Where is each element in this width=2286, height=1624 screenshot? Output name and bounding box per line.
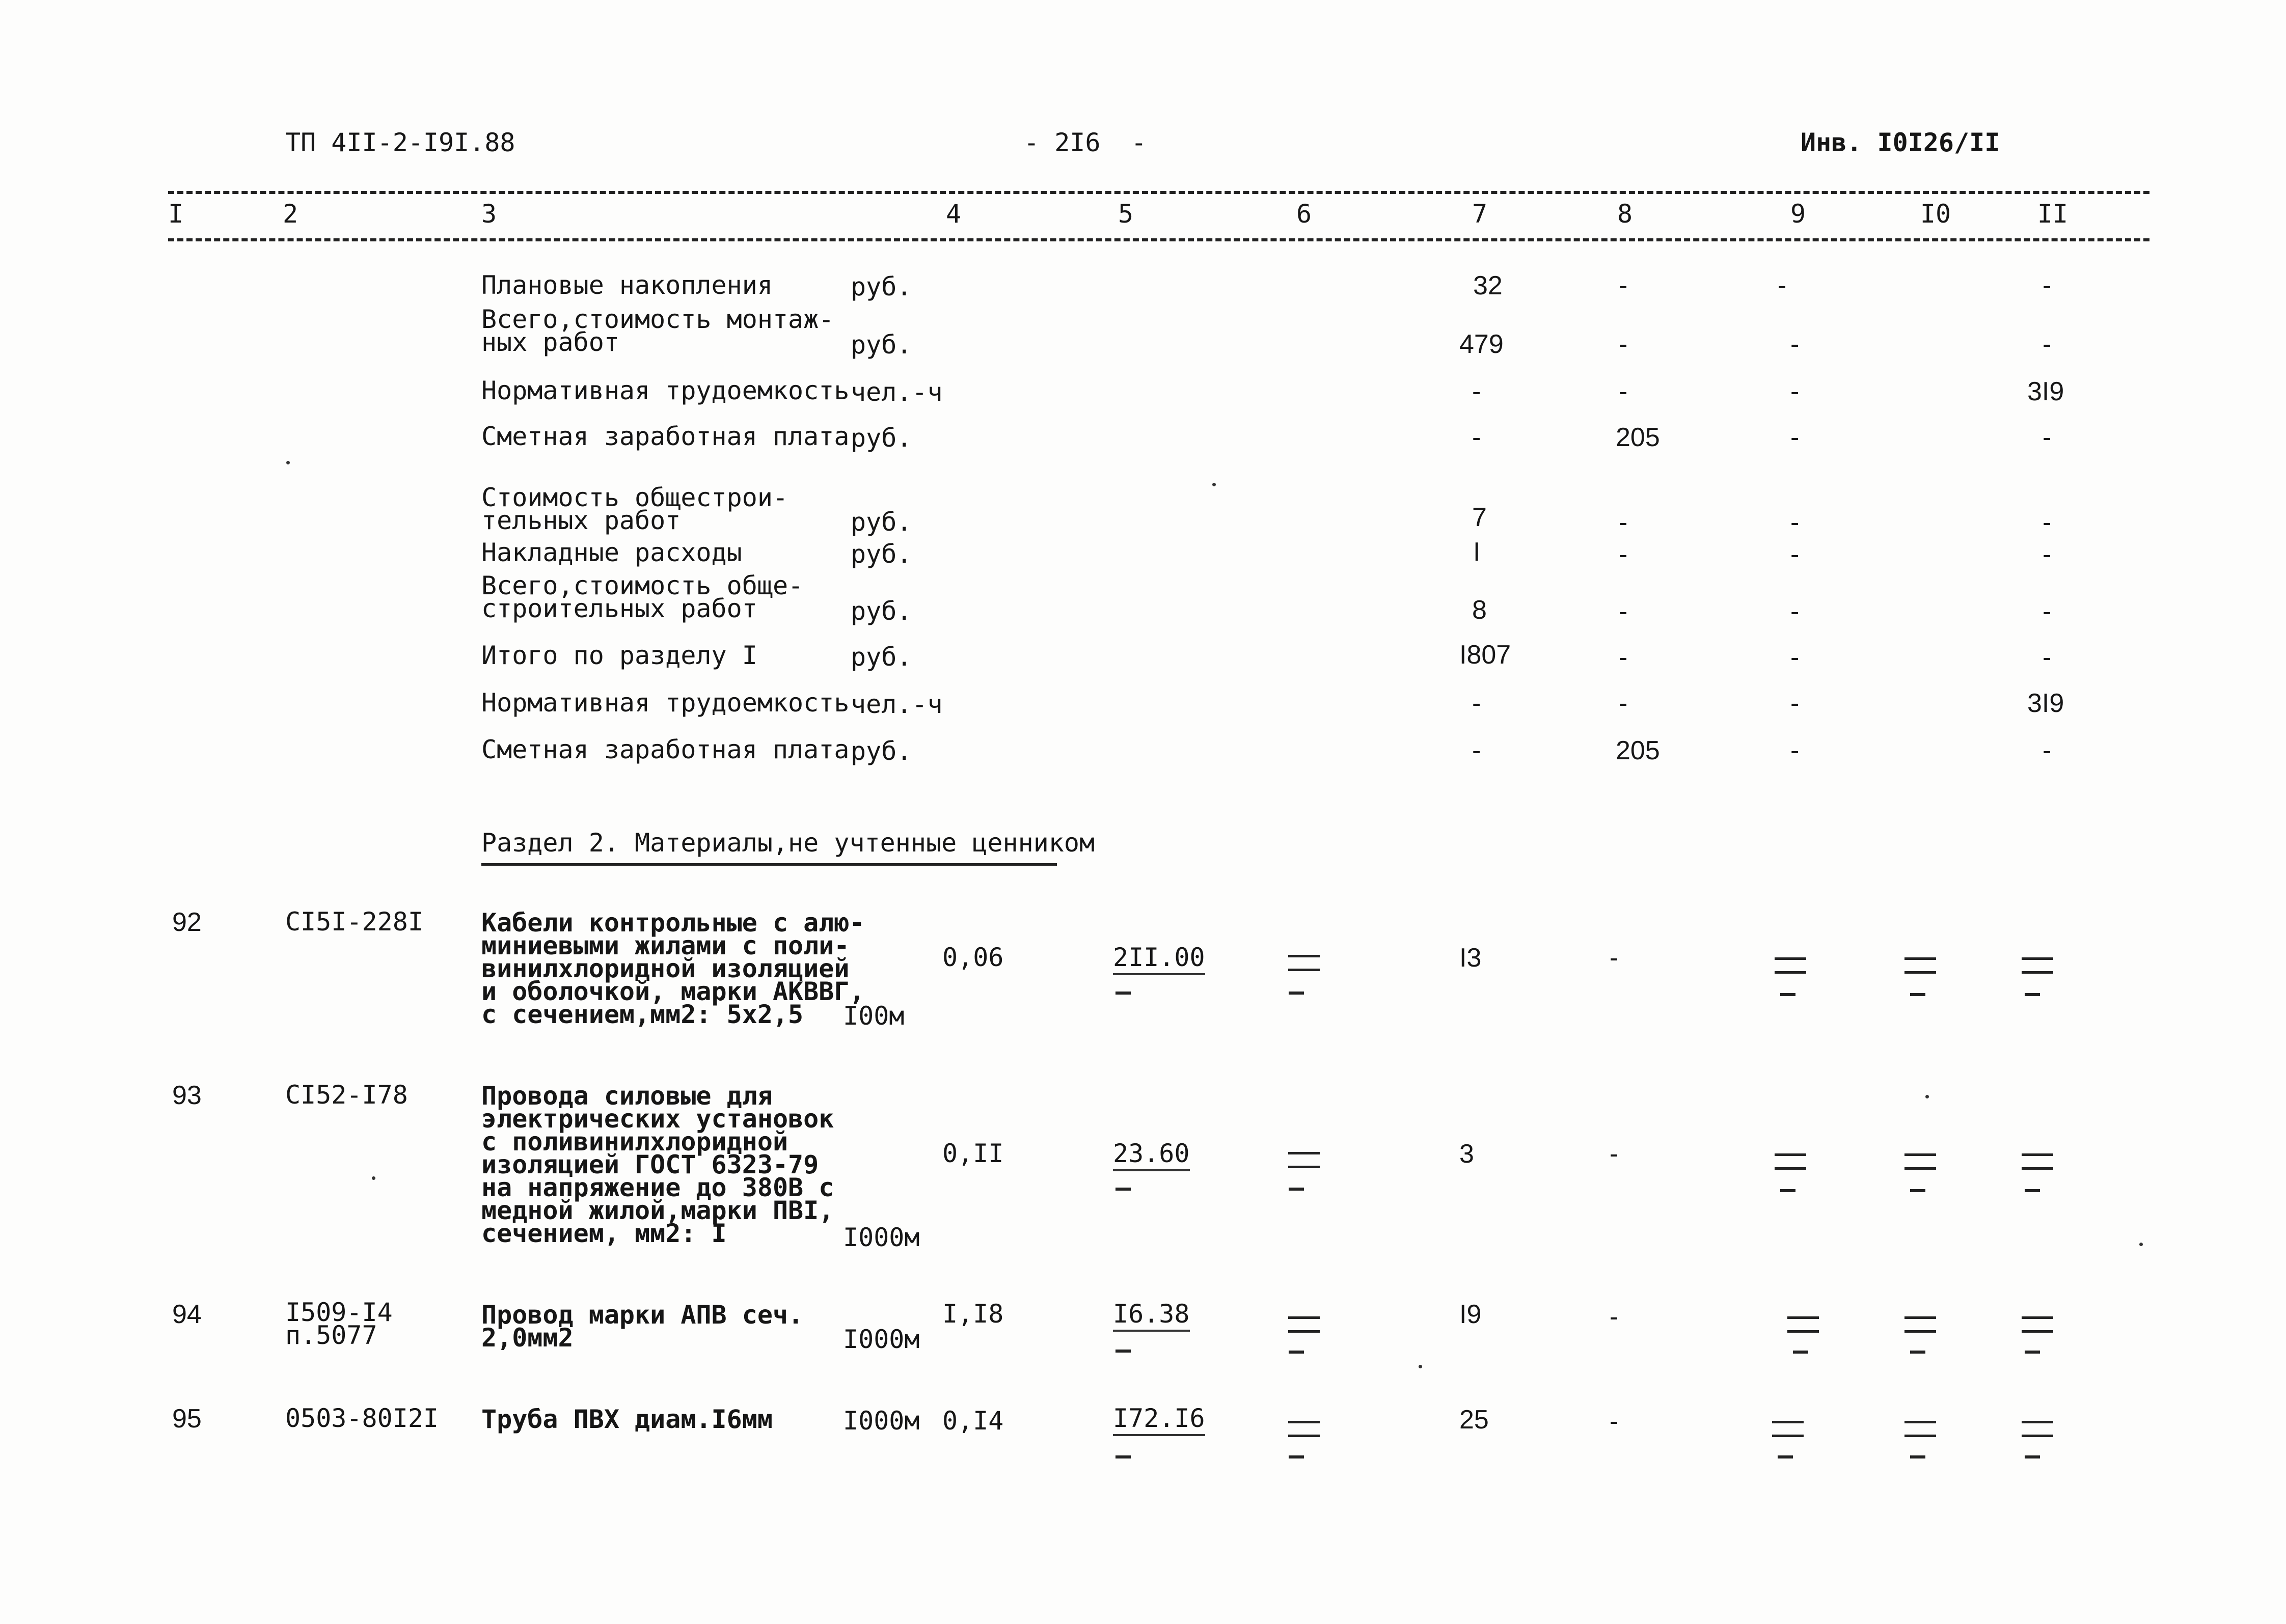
blank-sub-dash: [1289, 992, 1304, 995]
blank-sub-dash: [1910, 993, 1925, 996]
item-code: 0503-80I2I: [285, 1403, 439, 1433]
blank-sub-dash: [2025, 1189, 2040, 1192]
value-col9: -: [1790, 643, 1800, 672]
item-price: [1113, 945, 1205, 970]
value-col7: -: [1472, 689, 1481, 718]
row-label: Итого по разделу I: [481, 641, 757, 670]
value-col7: I807: [1459, 640, 1511, 670]
price-sub-dash: [1115, 992, 1131, 995]
value-col11: 3I9: [2027, 689, 2064, 718]
value-col8: -: [1619, 643, 1628, 672]
column-header: 7: [1472, 199, 1488, 229]
row-label: Плановые накопления: [481, 270, 773, 300]
value-col9: -: [1778, 271, 1787, 300]
column-header: II: [2037, 199, 2069, 229]
row-label: Нормативная трудоемкость: [481, 376, 850, 405]
item-number: 92: [172, 907, 202, 937]
item-description: Кабели контрольные с алю- миниевыми жилами с поли- винилхлоридной изоляцией и оболочкой, марки АКВВГ, с сечением,мм2: 5х2,5: [481, 908, 865, 1029]
value-col9: -: [1790, 377, 1800, 406]
column-header: 3: [481, 199, 497, 229]
value-col8: -: [1619, 689, 1628, 718]
value-col11: -: [2043, 540, 2052, 569]
value-col9: -: [1790, 329, 1800, 359]
item-price-value: 2II.00: [1113, 943, 1205, 975]
value-col9: -: [1790, 423, 1800, 452]
item-code: CI5I-228I: [285, 907, 423, 937]
value-col8: -: [1610, 943, 1619, 973]
column-header: 9: [1790, 199, 1806, 229]
blank-mark: [1288, 1152, 1320, 1168]
column-header: 4: [945, 199, 962, 229]
item-number: 95: [172, 1404, 202, 1434]
item-unit: I000м: [843, 1406, 920, 1436]
blank-sub-dash: [1793, 1351, 1808, 1354]
section-heading: Раздел 2. Материалы,не учтенные ценником: [481, 828, 1095, 858]
blank-sub-dash: [1780, 1189, 1795, 1192]
blank-mark: [1775, 1153, 1806, 1170]
value-col8: -: [1619, 271, 1628, 300]
value-col9: -: [1790, 689, 1800, 718]
blank-mark: [1288, 1421, 1320, 1437]
value-col8: -: [1619, 597, 1628, 626]
item-unit: I000м: [843, 1325, 920, 1354]
value-col7: 479: [1459, 329, 1504, 359]
value-col7: 7: [1472, 503, 1487, 532]
item-code: CI52-I78: [285, 1080, 408, 1110]
price-sub-dash: [1115, 1350, 1131, 1353]
row-unit: чел.-ч: [851, 690, 943, 719]
blank-sub-dash: [1289, 1351, 1304, 1354]
value-col7: -: [1472, 736, 1481, 765]
item-description: Провода силовые для электрических установок с поливинилхлоридной изоляцией ГОСТ 6323-79 на напряжение до 380В с медной жилой,марки ПВI, сечением, мм2: I: [481, 1081, 834, 1248]
row-unit: чел.-ч: [851, 377, 943, 407]
item-quantity: I,I8: [942, 1299, 1004, 1329]
value-col7: I: [1473, 537, 1481, 567]
value-col11: -: [2043, 643, 2052, 672]
price-sub-dash: [1115, 1455, 1131, 1458]
column-header: 8: [1617, 199, 1633, 229]
section-heading-underline: [481, 863, 1057, 866]
value-col9: -: [1790, 597, 1800, 626]
blank-mark: [2022, 1421, 2053, 1437]
scan-speck: [372, 1176, 375, 1180]
blank-mark: [1904, 1153, 1936, 1170]
blank-mark: [2022, 957, 2053, 974]
item-quantity: 0,I4: [942, 1406, 1004, 1436]
value-col8: -: [1610, 1302, 1619, 1332]
blank-sub-dash: [2025, 993, 2040, 996]
blank-mark: [1787, 1316, 1819, 1333]
column-header: 2: [282, 199, 298, 229]
blank-sub-dash: [1910, 1455, 1925, 1458]
column-header: I: [168, 199, 184, 229]
scan-speck: [2139, 1243, 2143, 1246]
value-col8: -: [1619, 540, 1628, 569]
row-label: Накладные расходы: [481, 538, 742, 567]
header-top-rule: [168, 191, 2149, 194]
value-col8: -: [1619, 329, 1628, 359]
row-unit: руб.: [851, 423, 912, 453]
value-col8: -: [1619, 377, 1628, 406]
value-col7: I3: [1459, 943, 1482, 973]
value-col11: 3I9: [2027, 377, 2064, 406]
blank-sub-dash: [1780, 993, 1795, 996]
blank-sub-dash: [1910, 1351, 1925, 1354]
row-label: Всего,стоимость монтаж- ных работ: [481, 305, 834, 357]
blank-sub-dash: [1910, 1189, 1925, 1192]
value-col11: -: [2043, 597, 2052, 626]
header-bottom-rule: [168, 238, 2149, 241]
item-price: [1113, 1403, 1205, 1433]
blank-mark: [1904, 1421, 1936, 1437]
value-col7: 32: [1473, 271, 1503, 300]
item-number: 93: [172, 1081, 202, 1110]
item-price: [1113, 1141, 1190, 1166]
value-col11: -: [2043, 271, 2052, 300]
row-unit: руб.: [851, 642, 912, 672]
item-code: I509-I4 п.5077: [285, 1298, 393, 1350]
item-quantity: 0,II: [942, 1139, 1004, 1168]
value-col7: 25: [1459, 1405, 1489, 1435]
value-col7: -: [1472, 423, 1481, 452]
value-col7: I9: [1459, 1300, 1482, 1329]
page-number: - 2I6 -: [1024, 128, 1147, 157]
blank-mark: [1772, 1421, 1804, 1437]
scan-speck: [286, 461, 290, 464]
item-price-value: I72.I6: [1113, 1403, 1205, 1436]
scan-speck: [1419, 1365, 1422, 1368]
column-header: 5: [1118, 199, 1134, 229]
value-col9: -: [1790, 540, 1800, 569]
row-label: Всего,стоимость обще- строительных работ: [481, 571, 804, 623]
item-quantity: 0,06: [942, 943, 1004, 972]
blank-mark: [1288, 1316, 1320, 1333]
blank-sub-dash: [2025, 1455, 2040, 1458]
item-description: Труба ПВХ диам.I6мм: [481, 1405, 773, 1434]
row-label: Сметная заработная плата: [481, 422, 850, 451]
value-col8: -: [1619, 508, 1628, 537]
scan-speck: [1925, 1095, 1929, 1098]
blank-sub-dash: [1289, 1455, 1304, 1458]
value-col11: -: [2043, 329, 2052, 359]
document-code: ТП 4II-2-I9I.88: [285, 128, 515, 157]
value-col7: 8: [1472, 595, 1487, 625]
value-col7: -: [1472, 377, 1481, 406]
blank-mark: [1775, 957, 1806, 974]
blank-sub-dash: [1778, 1455, 1793, 1458]
blank-sub-dash: [2025, 1351, 2040, 1354]
blank-sub-dash: [1289, 1188, 1304, 1191]
value-col11: -: [2043, 423, 2052, 452]
row-unit: руб.: [851, 272, 912, 301]
row-unit: руб.: [851, 330, 912, 360]
item-unit: I00м: [843, 1001, 905, 1031]
value-col8: 205: [1616, 736, 1660, 765]
value-col11: -: [2043, 508, 2052, 537]
item-number: 94: [172, 1300, 202, 1329]
blank-mark: [2022, 1316, 2053, 1333]
value-col8: -: [1610, 1139, 1619, 1169]
row-unit: руб.: [851, 596, 912, 626]
scan-speck: [1212, 483, 1216, 486]
blank-mark: [1904, 1316, 1936, 1333]
value-col11: -: [2043, 736, 2052, 765]
row-label: Нормативная трудоемкость: [481, 688, 850, 718]
column-header: I0: [1920, 199, 1951, 229]
value-col8: 205: [1616, 423, 1660, 452]
price-sub-dash: [1115, 1188, 1131, 1191]
blank-mark: [1904, 957, 1936, 974]
row-label: Стоимость общестрои- тельных работ: [481, 483, 788, 535]
item-unit: I000м: [843, 1223, 920, 1252]
inventory-number: Инв. I0I26/II: [1801, 128, 2000, 157]
value-col9: -: [1790, 508, 1800, 537]
blank-mark: [2022, 1153, 2053, 1170]
row-unit: руб.: [851, 539, 912, 569]
value-col9: -: [1790, 736, 1800, 765]
row-unit: руб.: [851, 507, 912, 537]
value-col8: -: [1610, 1407, 1619, 1436]
item-price-value: I6.38: [1113, 1299, 1190, 1332]
column-header: 6: [1296, 199, 1312, 229]
item-price: [1113, 1301, 1190, 1327]
blank-mark: [1288, 955, 1320, 971]
item-description: Провод марки АПВ сеч. 2,0мм2: [481, 1300, 804, 1353]
row-label: Сметная заработная плата: [481, 735, 850, 764]
row-unit: руб.: [851, 736, 912, 766]
value-col7: 3: [1459, 1139, 1474, 1169]
item-price-value: 23.60: [1113, 1139, 1190, 1171]
